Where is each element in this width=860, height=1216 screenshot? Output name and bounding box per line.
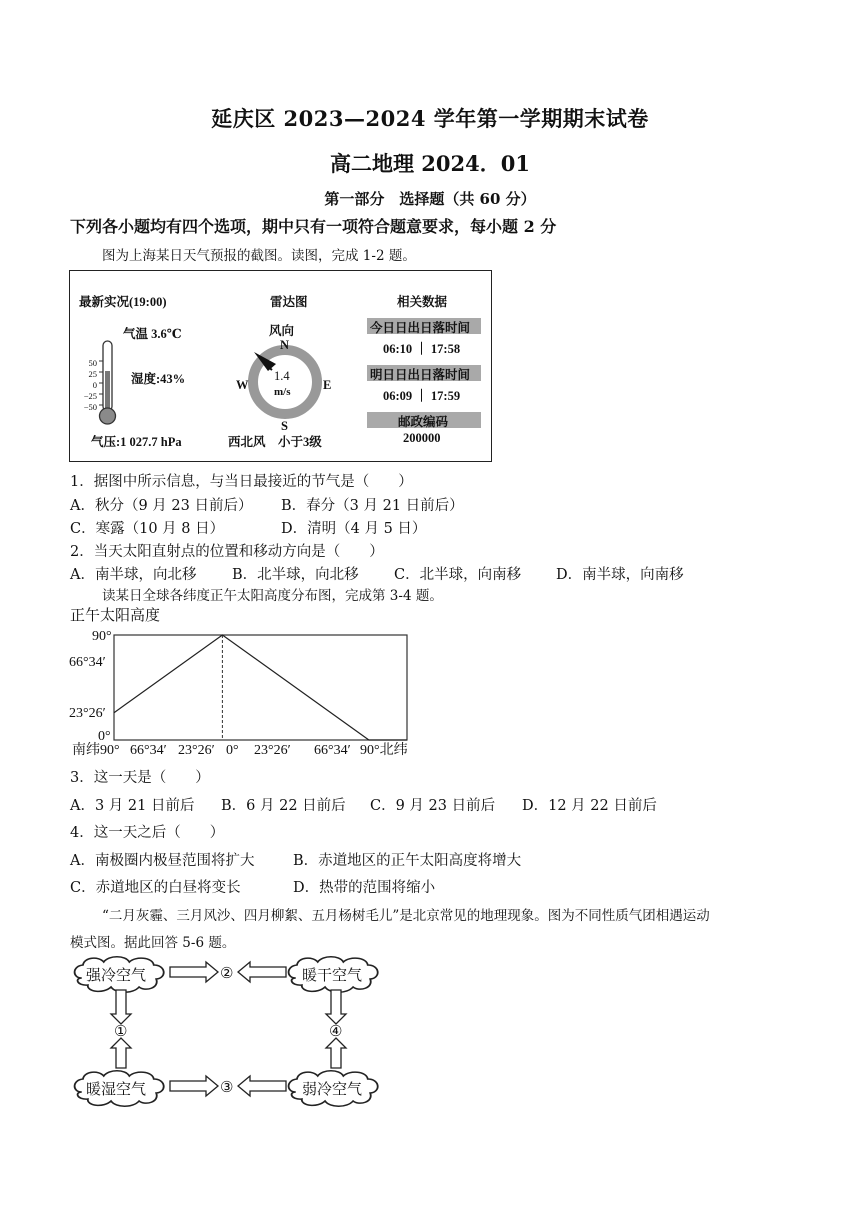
q4-option-a: A．南极圈内极昼范围将扩大 [70,853,255,869]
x-tick-label: 0° [226,743,239,758]
intro-q1-2: 图为上海某日天气预报的截图。读图，完成 1-2 题。 [102,248,416,264]
air-mass-strong-cold: 强冷空气 [86,968,147,984]
q4-option-c: C．赤道地区的白昼将变长 [70,880,241,896]
marker-2: ② [220,966,234,982]
intro-q5-6-line1: “二月灰霾、三月风沙、四月柳絮、五月杨树毛儿”是北京常见的地理现象。图为不同性质气团相遇运动 [102,908,710,924]
wind-speed-unit: m/s [274,386,291,398]
chart-frame [114,635,407,740]
chart-ylabel: 正午太阳高度 [70,608,161,624]
wind-description: 西北风 小于3级 [228,435,322,449]
wind-direction-label: 风向 [269,324,295,338]
x-tick-label: 90°北纬 [360,743,408,758]
y-tick-labels [69,629,112,744]
q1-option-a: A．秋分（9 月 23 日前后） [70,498,253,514]
air-mass-diagram [66,950,396,1110]
y-tick-label: 90° [92,629,112,644]
q2-stem: 2．当天太阳直射点的位置和移动方向是（ ） [70,544,384,560]
x-tick-label: 南纬90° [72,743,120,758]
q1-option-b: B．春分（3 月 21 日前后） [281,498,464,514]
instruction-text: 下列各小题均有四个选项，期中只有一项符合题意要求，每小题 2 分 [70,217,557,236]
x-tick-label: 23°26′ [254,743,291,758]
arrow-to-2-from-right [238,962,286,982]
pressure-text: 气压:1 027.7 hPa [91,435,182,449]
q2-option-b: B．北半球，向北移 [232,567,359,583]
arrow-to-3-from-left [170,1076,218,1096]
q3-option-a: A．3 月 21 日前后 [70,798,195,814]
postal-label: 邮政编码 [398,415,449,429]
y-tick-label: 66°34′ [69,655,106,670]
humidity-text: 湿度:43% [131,372,186,386]
q1-option-c: C．寒露（10 月 8 日） [70,521,225,537]
q4-stem: 4．这一天之后（ ） [70,825,225,841]
compass-s: S [281,419,288,433]
q3-option-b: B．6 月 22 日前后 [221,798,346,814]
q4-option-d: D．热带的范围将缩小 [293,880,436,896]
y-tick-label: 23°26′ [69,706,106,721]
x-tick-label: 23°26′ [178,743,215,758]
exam-title: 延庆区 2023—2024 学年第一学期期末试卷 [211,106,649,131]
q1-option-d: D．清明（4 月 5 日） [281,521,427,537]
compass-n: N [280,338,290,352]
y-tick-label: 0° [98,729,111,744]
q3-stem: 3．这一天是（ ） [70,770,210,786]
thermometer-scale: 50 25 0 −25 −50 [83,358,97,412]
q2-option-a: A．南半球，向北移 [70,567,197,583]
intro-q5-6-line2: 模式图。据此回答 5-6 题。 [70,935,236,951]
tomorrow-sun-times: 06:09 ｜ 17:59 [383,389,461,403]
today-sun-label: 今日日出日落时间 [370,321,471,335]
arrow-to-1-from-top [111,990,131,1024]
air-mass-warm-dry: 暖干空气 [302,968,363,984]
x-tick-label: 66°34′ [130,743,167,758]
related-data-title: 相关数据 [397,295,448,309]
sun-altitude-chart [60,602,420,760]
exam-subtitle: 高二地理 2024．01 [330,151,530,176]
marker-1: ① [114,1024,128,1040]
arrow-to-4-from-bottom [326,1038,346,1068]
q4-option-b: B．赤道地区的正午太阳高度将增大 [293,853,522,869]
arrow-to-4-from-top [326,990,346,1024]
tomorrow-sun-label: 明日日出日落时间 [370,368,471,382]
series-line [114,635,407,740]
q1-stem: 1．据图中所示信息，与当日最接近的节气是（ ） [70,474,413,490]
x-tick-label: 66°34′ [314,743,351,758]
q2-option-d: D．南半球，向南移 [556,567,684,583]
arrow-to-3-from-right [238,1076,286,1096]
part-heading: 第一部分 选择题（共 60 分） [324,190,536,208]
intro-q3-4: 读某日全球各纬度正午太阳高度分布图，完成第 3-4 题。 [102,588,443,604]
today-sun-times: 06:10 ｜ 17:58 [383,342,461,356]
temperature-text: 气温 3.6℃ [123,327,182,341]
thermometer-icon [99,341,116,424]
arrow-to-2-from-left [170,962,218,982]
wind-speed-value: 1.4 [274,369,290,383]
air-mass-warm-humid: 暖湿空气 [86,1082,147,1098]
marker-4: ④ [329,1024,343,1040]
x-tick-labels [72,741,408,758]
q3-option-c: C．9 月 23 日前后 [370,798,496,814]
postal-code: 200000 [403,431,441,445]
compass-e: E [323,378,332,392]
live-title: 最新实况(19:00) [79,295,167,309]
air-mass-weak-cold: 弱冷空气 [302,1082,363,1098]
q3-option-d: D．12 月 22 日前后 [522,798,657,814]
compass-w: W [236,378,249,392]
arrow-to-1-from-bottom [111,1038,131,1068]
weather-forecast-figure [69,270,492,462]
radar-title: 雷达图 [270,295,308,309]
q2-option-c: C．北半球，向南移 [394,567,522,583]
marker-3: ③ [220,1080,234,1096]
